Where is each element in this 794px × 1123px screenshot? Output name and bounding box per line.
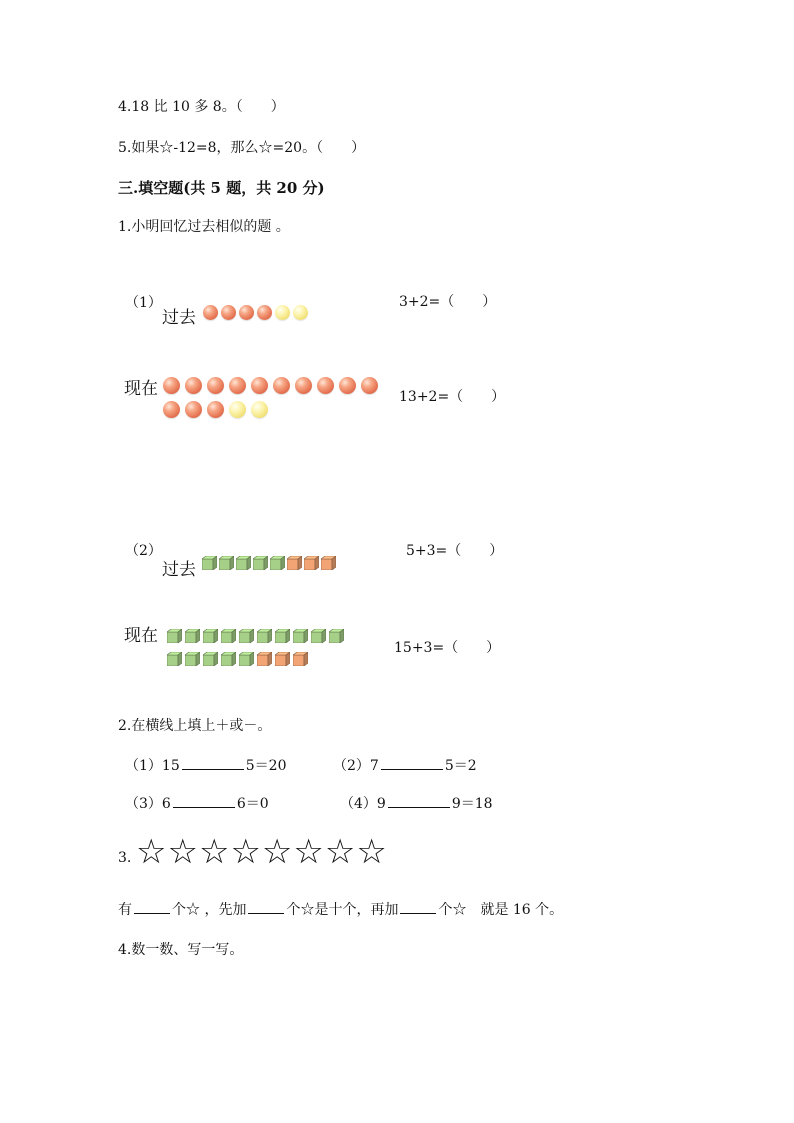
q3-blank-2[interactable] <box>248 899 284 914</box>
orange-ball-icon <box>221 305 236 320</box>
q2-item-2-blank[interactable] <box>381 755 443 770</box>
q3-text-b: 个☆ ，先加 <box>172 902 247 918</box>
q2-item-1-blank[interactable] <box>182 755 244 770</box>
orange-ball-icon <box>317 377 334 394</box>
orange-ball-icon <box>185 377 202 394</box>
orange-ball-icon <box>339 377 356 394</box>
green-cube-icon <box>275 629 290 643</box>
judgment-q5: 5.如果☆-12=8，那么☆=20。（ ） <box>118 140 366 156</box>
orange-cube-icon <box>321 556 336 570</box>
yellow-ball-icon <box>251 401 268 418</box>
q3-number: 3. <box>118 850 132 866</box>
green-cube-icon <box>239 629 254 643</box>
q2-item-2 <box>333 755 477 775</box>
green-cube-icon <box>257 629 272 643</box>
orange-ball-icon <box>273 377 290 394</box>
orange-ball-icon <box>207 377 224 394</box>
part2-past-cubes <box>202 556 336 570</box>
part1-past-label: 过去 <box>162 308 196 328</box>
green-cube-icon <box>253 556 268 570</box>
part1-now-label: 现在 <box>124 379 158 399</box>
part2-now-equation: 15+3=（ ） <box>394 640 501 656</box>
part2-now-cubes-row1 <box>167 629 344 643</box>
part1-now-balls-row2 <box>163 401 268 418</box>
orange-cube-icon <box>287 556 302 570</box>
part1-now-equation: 13+2=（ ） <box>399 389 506 405</box>
q4-stem: 4.数一数、写一写。 <box>118 942 244 958</box>
green-cube-icon <box>236 556 251 570</box>
green-cube-icon <box>167 652 182 666</box>
part2-past-label: 过去 <box>162 560 196 580</box>
q2-item-4 <box>340 793 493 813</box>
orange-ball-icon <box>257 305 272 320</box>
q2-item-3-left: 6 <box>161 796 171 812</box>
yellow-ball-icon <box>275 305 290 320</box>
q3-text-d: 个☆ 就是 16 个。 <box>438 902 564 918</box>
q2-item-2-left: 7 <box>369 758 379 774</box>
green-cube-icon <box>293 629 308 643</box>
q2-item-3 <box>125 793 269 813</box>
q2-item-3-blank[interactable] <box>173 793 235 808</box>
q3-text-c: 个☆是十个，再加 <box>286 902 399 918</box>
yellow-ball-icon <box>229 401 246 418</box>
q2-item-1 <box>125 755 286 775</box>
orange-cube-icon <box>275 652 290 666</box>
q2-item-1-right: 5＝20 <box>245 758 287 774</box>
q2-item-4-left: 9 <box>376 796 386 812</box>
orange-ball-icon <box>295 377 312 394</box>
q2-item-1-left: 15 <box>161 758 180 774</box>
q2-item-4-num: （4） <box>340 796 377 812</box>
green-cube-icon <box>203 652 218 666</box>
green-cube-icon <box>221 652 236 666</box>
green-cube-icon <box>221 629 236 643</box>
green-cube-icon <box>167 629 182 643</box>
part2-now-cubes-row2 <box>167 652 308 666</box>
orange-cube-icon <box>257 652 272 666</box>
q3-blank-3[interactable] <box>400 899 436 914</box>
part1-now-balls-row1 <box>163 377 378 394</box>
green-cube-icon <box>219 556 234 570</box>
green-cube-icon <box>329 629 344 643</box>
green-cube-icon <box>203 629 218 643</box>
q1-stem: 1.小明回忆过去相似的题 。 <box>118 219 290 235</box>
q3-blank-1[interactable] <box>134 899 170 914</box>
orange-cube-icon <box>293 652 308 666</box>
q2-item-2-right: 5＝2 <box>444 758 477 774</box>
q2-item-3-right: 6＝0 <box>236 796 269 812</box>
q2-item-4-blank[interactable] <box>388 793 450 808</box>
orange-ball-icon <box>185 401 202 418</box>
green-cube-icon <box>202 556 217 570</box>
q2-item-1-num: （1） <box>125 758 162 774</box>
green-cube-icon <box>311 629 326 643</box>
part2-now-label: 现在 <box>124 626 158 646</box>
part1-past-equation: 3+2=（ ） <box>399 294 497 310</box>
q2-item-3-num: （3） <box>125 796 162 812</box>
orange-ball-icon <box>203 305 218 320</box>
green-cube-icon <box>185 629 200 643</box>
q2-item-2-num: （2） <box>333 758 370 774</box>
q2-item-4-right: 9＝18 <box>451 796 493 812</box>
green-cube-icon <box>185 652 200 666</box>
green-cube-icon <box>270 556 285 570</box>
orange-ball-icon <box>251 377 268 394</box>
part1-past-balls <box>203 305 308 320</box>
q3-stars: ☆☆☆☆☆☆☆☆ <box>136 832 388 872</box>
orange-ball-icon <box>163 377 180 394</box>
part1-number: （1） <box>125 295 162 311</box>
part2-past-equation: 5+3=（ ） <box>406 543 504 559</box>
part2-number: （2） <box>125 543 162 559</box>
judgment-q4: 4.18 比 10 多 8。（ ） <box>118 99 285 115</box>
orange-ball-icon <box>207 401 224 418</box>
orange-ball-icon <box>229 377 246 394</box>
q3-text-a: 有 <box>118 902 132 918</box>
yellow-ball-icon <box>293 305 308 320</box>
q2-stem: 2.在横线上填上＋或－。 <box>118 718 272 734</box>
green-cube-icon <box>239 652 254 666</box>
section-title: 三.填空题(共 5 题，共 20 分) <box>118 179 325 197</box>
orange-ball-icon <box>163 401 180 418</box>
orange-cube-icon <box>304 556 319 570</box>
q3-sentence <box>118 899 563 919</box>
orange-ball-icon <box>361 377 378 394</box>
orange-ball-icon <box>239 305 254 320</box>
